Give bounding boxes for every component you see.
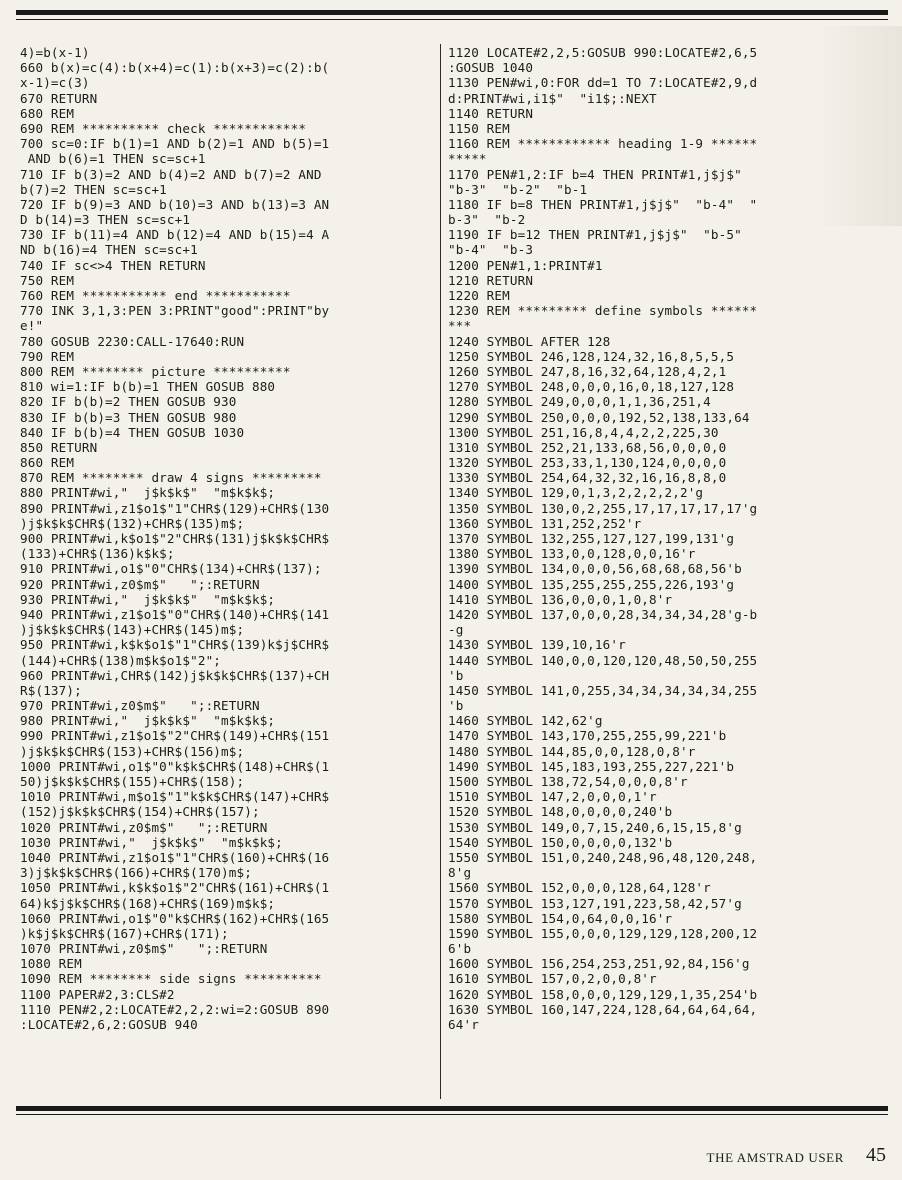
code-line: 1620 SYMBOL 158,0,0,0,129,129,1,35,254'b — [448, 986, 758, 1002]
code-line: 770 INK 3,1,3:PEN 3:PRINT"good":PRINT"by — [20, 303, 330, 319]
code-line: 1570 SYMBOL 153,127,191,223,58,42,57'g — [448, 895, 742, 911]
code-line: 810 wi=1:IF b(b)=1 THEN GOSUB 880 — [20, 379, 276, 395]
code-line: *** — [448, 318, 472, 334]
code-line: 1550 SYMBOL 151,0,240,248,96,48,120,248, — [448, 849, 758, 865]
code-line: )j$k$k$CHR$(132)+CHR$(135)m$; — [20, 515, 245, 531]
top-rule — [16, 10, 888, 15]
code-line: ***** — [448, 151, 487, 167]
code-line: e!" — [20, 318, 44, 334]
code-line: 900 PRINT#wi,k$o1$"2"CHR$(131)j$k$k$CHR$ — [20, 531, 330, 546]
code-line: 3)j$k$k$CHR$(166)+CHR$(170)m$; — [20, 865, 252, 881]
code-line: )j$k$k$CHR$(153)+CHR$(156)m$; — [20, 743, 245, 759]
code-line: 1480 SYMBOL 144,85,0,0,128,0,8'r — [448, 743, 696, 759]
code-line: 700 sc=0:IF b(1)=1 AND b(2)=1 AND b(5)=1 — [20, 136, 330, 152]
code-line: 1340 SYMBOL 129,0,1,3,2,2,2,2,2'g — [448, 485, 704, 501]
page-number: 45 — [866, 1144, 886, 1166]
code-line: 1540 SYMBOL 150,0,0,0,0,132'b — [448, 834, 673, 850]
code-line: ND b(16)=4 THEN sc=sc+1 — [20, 242, 198, 258]
code-line: 890 PRINT#wi,z1$o1$"1"CHR$(129)+CHR$(130 — [20, 500, 330, 516]
code-line: 1500 SYMBOL 138,72,54,0,0,0,8'r — [448, 774, 688, 789]
code-line: b(7)=2 THEN sc=sc+1 — [20, 181, 167, 197]
code-line: 850 RETURN — [20, 439, 98, 455]
code-line: 1330 SYMBOL 254,64,32,32,16,16,8,8,0 — [448, 470, 727, 486]
code-line: (133)+CHR$(136)k$k$; — [20, 546, 175, 562]
code-line: 1490 SYMBOL 145,183,193,255,227,221'b — [448, 758, 735, 774]
code-line: 1250 SYMBOL 246,128,124,32,16,8,5,5,5 — [448, 348, 735, 364]
code-line: 1040 PRINT#wi,z1$o1$"1"CHR$(160)+CHR$(16 — [20, 849, 330, 865]
code-line: 1230 REM ********* define symbols ****** — [448, 303, 758, 319]
code-line: 840 IF b(b)=4 THEN GOSUB 1030 — [20, 424, 245, 440]
code-line: 1320 SYMBOL 253,33,1,130,124,0,0,0,0 — [448, 455, 727, 471]
code-line: 1510 SYMBOL 147,2,0,0,0,1'r — [448, 789, 657, 805]
code-line: 1560 SYMBOL 152,0,0,0,128,64,128'r — [448, 880, 711, 896]
code-line: 1280 SYMBOL 249,0,0,0,1,1,36,251,4 — [448, 394, 711, 410]
code-line: 730 IF b(11)=4 AND b(12)=4 AND b(15)=4 A — [20, 227, 330, 243]
code-line: 1200 PEN#1,1:PRINT#1 — [448, 257, 603, 273]
code-line: 1370 SYMBOL 132,255,127,127,199,131'g — [448, 531, 735, 546]
column-divider — [440, 44, 441, 1099]
code-line: 1080 REM — [20, 956, 82, 972]
code-line: )j$k$k$CHR$(143)+CHR$(145)m$; — [20, 622, 245, 638]
code-line: 'b — [448, 698, 464, 714]
code-line: d:PRINT#wi,i1$" "i1$;:NEXT — [448, 90, 657, 106]
code-line: 740 IF sc<>4 THEN RETURN — [20, 257, 206, 273]
code-line: 1050 PRINT#wi,k$k$o1$"2"CHR$(161)+CHR$(1 — [20, 880, 330, 896]
code-line: 1290 SYMBOL 250,0,0,0,192,52,138,133,64 — [448, 409, 750, 425]
code-line: 940 PRINT#wi,z1$o1$"0"CHR$(140)+CHR$(141 — [20, 606, 330, 622]
code-column-right — [448, 45, 894, 1032]
code-line: 1000 PRINT#wi,o1$"0"k$k$CHR$(148)+CHR$(1 — [20, 758, 330, 774]
code-line: 'b — [448, 667, 464, 683]
code-line: 720 IF b(9)=3 AND b(10)=3 AND b(13)=3 AN — [20, 196, 330, 212]
code-line: 1210 RETURN — [448, 272, 534, 288]
code-line: 1270 SYMBOL 248,0,0,0,16,0,18,127,128 — [448, 379, 735, 395]
code-line: 1010 PRINT#wi,m$o1$"1"k$k$CHR$(147)+CHR$ — [20, 789, 330, 805]
code-line: (144)+CHR$(138)m$k$o1$"2"; — [20, 652, 222, 668]
code-line: 800 REM ******** picture ********** — [20, 363, 291, 379]
code-line: 1150 REM — [448, 120, 510, 136]
code-line: "b-3" "b-2" "b-1 — [448, 181, 588, 197]
code-line: R$(137); — [20, 682, 82, 698]
code-line: 870 REM ******** draw 4 signs ********* — [20, 470, 322, 486]
code-line: 780 GOSUB 2230:CALL-17640:RUN — [20, 333, 245, 349]
code-line: 1390 SYMBOL 134,0,0,0,56,68,68,68,56'b — [448, 561, 742, 577]
code-line: 1450 SYMBOL 141,0,255,34,34,34,34,34,255 — [448, 682, 758, 698]
code-line: 1410 SYMBOL 136,0,0,0,1,0,8'r — [448, 591, 673, 607]
code-line: 660 b(x)=c(4):b(x+4)=c(1):b(x+3)=c(2):b( — [20, 60, 330, 76]
code-line: 980 PRINT#wi," j$k$k$" "m$k$k$; — [20, 713, 276, 729]
code-line: 970 PRINT#wi,z0$m$" ";:RETURN — [20, 698, 260, 714]
code-line: 1630 SYMBOL 160,147,224,128,64,64,64,64, — [448, 1001, 758, 1017]
code-line: 50)j$k$k$CHR$(155)+CHR$(158); — [20, 774, 245, 789]
code-line: 1590 SYMBOL 155,0,0,0,129,129,128,200,12 — [448, 925, 758, 941]
code-line: 1420 SYMBOL 137,0,0,0,28,34,34,34,28'g-b — [448, 606, 758, 622]
code-line: 990 PRINT#wi,z1$o1$"2"CHR$(149)+CHR$(151 — [20, 728, 330, 744]
code-line: 64'r — [448, 1017, 479, 1032]
code-line: 1190 IF b=12 THEN PRINT#1,j$j$" "b-5" — [448, 227, 742, 243]
code-line: 1380 SYMBOL 133,0,0,128,0,0,16'r — [448, 546, 696, 562]
code-line: 6'b — [448, 941, 472, 957]
code-line: 1310 SYMBOL 252,21,133,68,56,0,0,0,0 — [448, 439, 727, 455]
code-line: 1350 SYMBOL 130,0,2,255,17,17,17,17,17'g — [448, 500, 758, 516]
code-line: 1030 PRINT#wi," j$k$k$" "m$k$k$; — [20, 834, 283, 850]
code-line: 1530 SYMBOL 149,0,7,15,240,6,15,15,8'g — [448, 819, 742, 835]
code-line: 820 IF b(b)=2 THEN GOSUB 930 — [20, 394, 237, 410]
code-line: 1090 REM ******** side signs ********** — [20, 971, 322, 987]
code-line: D b(14)=3 THEN sc=sc+1 — [20, 212, 191, 228]
code-line: 8'g — [448, 865, 472, 881]
code-line: 1440 SYMBOL 140,0,0,120,120,48,50,50,255 — [448, 652, 758, 668]
top-rule-thin — [16, 19, 888, 20]
bottom-rule-thin — [16, 1114, 888, 1115]
bottom-rule — [16, 1106, 888, 1111]
code-line: 760 REM *********** end *********** — [20, 288, 291, 303]
code-line: :GOSUB 1040 — [448, 60, 534, 76]
code-line: 860 REM — [20, 455, 75, 471]
code-line: 1430 SYMBOL 139,10,16'r — [448, 637, 626, 653]
code-line: 1130 PEN#wi,0:FOR dd=1 TO 7:LOCATE#2,9,d — [448, 75, 758, 91]
code-line: 1110 PEN#2,2:LOCATE#2,2,2:wi=2:GOSUB 890 — [20, 1001, 330, 1017]
code-line: (152)j$k$k$CHR$(154)+CHR$(157); — [20, 804, 260, 820]
code-line: 1580 SYMBOL 154,0,64,0,0,16'r — [448, 910, 673, 926]
code-line: 790 REM — [20, 348, 75, 364]
code-line: 710 IF b(3)=2 AND b(4)=2 AND b(7)=2 AND — [20, 166, 322, 182]
code-line: 1400 SYMBOL 135,255,255,255,226,193'g — [448, 576, 735, 592]
code-line: 830 IF b(b)=3 THEN GOSUB 980 — [20, 409, 237, 425]
code-line: 1180 IF b=8 THEN PRINT#1,j$j$" "b-4" " — [448, 196, 758, 212]
code-line: 1610 SYMBOL 157,0,2,0,0,8'r — [448, 971, 657, 987]
code-line: 1120 LOCATE#2,2,5:GOSUB 990:LOCATE#2,6,5 — [448, 45, 758, 60]
code-line: 1360 SYMBOL 131,252,252'r — [448, 515, 642, 531]
code-line: 4)=b(x-1) — [20, 45, 90, 60]
code-line: 1170 PEN#1,2:IF b=4 THEN PRINT#1,j$j$" — [448, 166, 742, 182]
code-line: 1070 PRINT#wi,z0$m$" ";:RETURN — [20, 941, 268, 957]
code-line: 1240 SYMBOL AFTER 128 — [448, 333, 611, 349]
code-line: 920 PRINT#wi,z0$m$" ";:RETURN — [20, 576, 260, 592]
code-line: 960 PRINT#wi,CHR$(142)j$k$k$CHR$(137)+CH — [20, 667, 330, 683]
code-line: 1460 SYMBOL 142,62'g — [448, 713, 603, 729]
code-line: :LOCATE#2,6,2:GOSUB 940 — [20, 1017, 198, 1032]
code-line: x-1)=c(3) — [20, 75, 90, 91]
code-line: "b-4" "b-3 — [448, 242, 534, 258]
code-line: 670 RETURN — [20, 90, 98, 106]
code-column-left — [20, 45, 434, 1032]
code-line: 910 PRINT#wi,o1$"0"CHR$(134)+CHR$(137); — [20, 561, 322, 577]
code-line: -g — [448, 622, 464, 638]
code-line: 1060 PRINT#wi,o1$"0"k$CHR$(162)+CHR$(165 — [20, 910, 330, 926]
code-line: 1020 PRINT#wi,z0$m$" ";:RETURN — [20, 819, 268, 835]
publication-name: THE AMSTRAD USER — [706, 1150, 844, 1165]
code-line: 1100 PAPER#2,3:CLS#2 — [20, 986, 175, 1002]
code-line: 680 REM — [20, 105, 75, 121]
code-line: 1600 SYMBOL 156,254,253,251,92,84,156'g — [448, 956, 750, 972]
code-line: 1300 SYMBOL 251,16,8,4,4,2,2,225,30 — [448, 424, 719, 440]
code-line: 1140 RETURN — [448, 105, 534, 121]
code-line: 1160 REM ************ heading 1-9 ****** — [448, 136, 758, 152]
code-line: 1220 REM — [448, 288, 510, 303]
code-line: 750 REM — [20, 272, 75, 288]
code-line: 690 REM ********** check ************ — [20, 120, 307, 136]
code-line: 1520 SYMBOL 148,0,0,0,0,240'b — [448, 804, 673, 820]
code-line: 1470 SYMBOL 143,170,255,255,99,221'b — [448, 728, 727, 744]
code-line: 950 PRINT#wi,k$k$o1$"1"CHR$(139)k$j$CHR$ — [20, 637, 330, 653]
code-line: AND b(6)=1 THEN sc=sc+1 — [20, 151, 206, 167]
code-line: 930 PRINT#wi," j$k$k$" "m$k$k$; — [20, 591, 276, 607]
code-line: 64)k$j$k$CHR$(168)+CHR$(169)m$k$; — [20, 895, 276, 911]
code-line: 880 PRINT#wi," j$k$k$" "m$k$k$; — [20, 485, 276, 501]
code-line: 1260 SYMBOL 247,8,16,32,64,128,4,2,1 — [448, 363, 727, 379]
code-line: )k$j$k$CHR$(167)+CHR$(171); — [20, 925, 229, 941]
code-line: b-3" "b-2 — [448, 212, 526, 228]
